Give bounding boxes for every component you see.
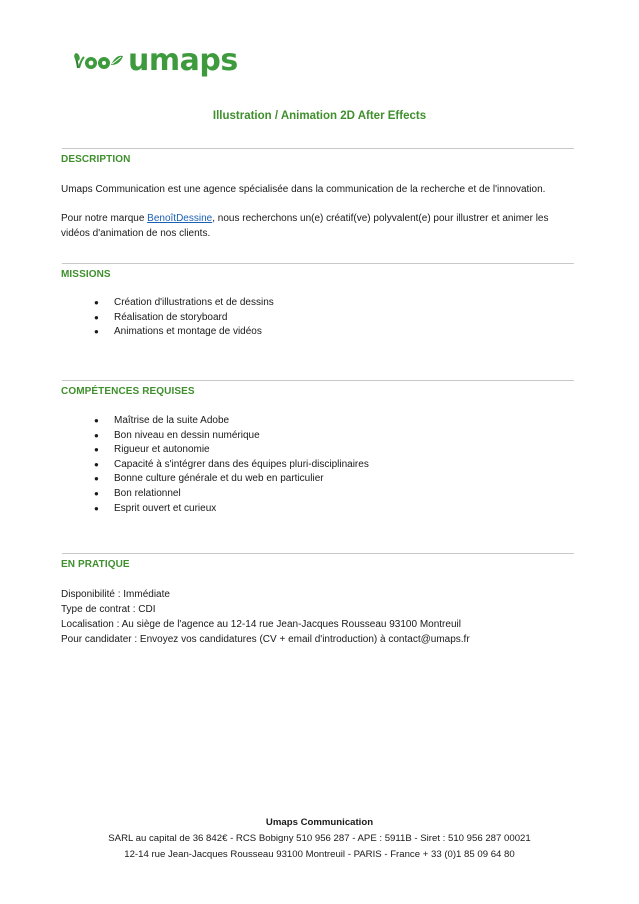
list-item: ● Capacité à s'intégrer dans des équipes pluri-disciplinaires [94, 458, 369, 473]
job-title: Illustration / Animation 2D After Effects [212, 110, 427, 122]
pratique-details [61, 587, 470, 647]
umaps-logo-icon [74, 48, 124, 74]
missions-list [94, 296, 274, 340]
list-item: ● Bon niveau en dessin numérique [94, 429, 369, 444]
benoitdessine-link[interactable]: BenoîtDessine [147, 213, 213, 224]
list-item: ● Esprit ouvert et curieux [94, 502, 369, 517]
list-item: ● Réalisation de storyboard [94, 311, 274, 326]
description-heading: DESCRIPTION [61, 154, 131, 165]
missions-heading: MISSIONS [61, 269, 111, 280]
footer-address-line: 12-14 rue Jean-Jacques Rousseau 93100 Montreuil - PARIS - France + 33 (0)1 85 09 64 80 [124, 849, 515, 860]
description-paragraph-1: Umaps Communication est une agence spécialisée dans la communication de la recherche et de l'innovation. [61, 184, 546, 195]
availability-line: Disponibilité : Immédiate [61, 589, 170, 600]
description-paragraph-2 [61, 211, 576, 241]
section-divider [62, 263, 574, 264]
page-footer [0, 815, 639, 863]
section-divider [62, 553, 574, 554]
umaps-logo [74, 44, 238, 78]
pratique-heading: EN PRATIQUE [61, 559, 130, 570]
paragraph-text: , nous recherchons un(e) créatif(ve) polyvalent(e) pour illustrer et animer les vidéos d'animation de nos clients. [61, 213, 549, 239]
section-divider [62, 148, 574, 149]
competences-list [94, 414, 369, 516]
logo-wordmark: umaps [128, 43, 238, 78]
footer-legal-line: SARL au capital de 36 842€ - RCS Bobigny 510 956 287 - APE : 5911B - Siret : 510 956 287 00021 [108, 833, 531, 844]
list-item: ● Rigueur et autonomie [94, 443, 369, 458]
list-item: ● Bon relationnel [94, 487, 369, 502]
paragraph-text: Pour notre marque [61, 213, 148, 224]
list-item: ● Bonne culture générale et du web en particulier [94, 472, 369, 487]
list-item: ● Maîtrise de la suite Adobe [94, 414, 369, 429]
apply-line: Pour candidater : Envoyez vos candidatures (CV + email d'introduction) à contact@umaps.fr [61, 634, 470, 645]
section-divider [62, 380, 574, 381]
contract-type-line: Type de contrat : CDI [61, 604, 156, 615]
list-item: ● Animations et montage de vidéos [94, 325, 274, 340]
footer-company-name: Umaps Communication [265, 817, 374, 828]
competences-heading: COMPÉTENCES REQUISES [61, 386, 195, 397]
list-item: ● Création d'illustrations et de dessins [94, 296, 274, 311]
location-line: Localisation : Au siège de l'agence au 12-14 rue Jean-Jacques Rousseau 93100 Montreuil [61, 619, 461, 630]
